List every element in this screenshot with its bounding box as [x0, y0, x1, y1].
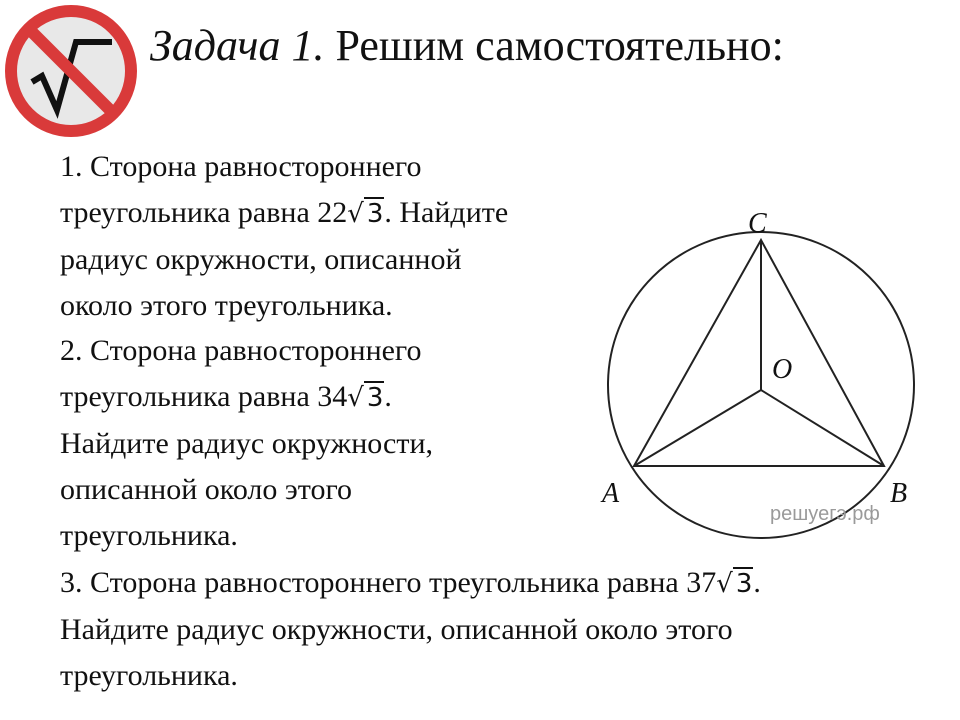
problem-2-text-after-root: . — [384, 380, 392, 413]
problem-2-line-4: описанной около этого — [60, 473, 353, 506]
problem-1-text-after-root: . Найдите — [384, 196, 509, 229]
circumscribed-triangle-figure — [580, 200, 920, 540]
problem-1-text-before-root: треугольника равна 22 — [60, 196, 348, 229]
square-root: √ 3 — [347, 383, 384, 413]
no-root-sign-icon — [2, 2, 140, 140]
problem-1-line-4: около этого треугольника. — [60, 289, 393, 322]
problem-2-line-2 — [60, 374, 433, 421]
task-label: Задача 1. — [150, 21, 325, 70]
vertex-label-c: C — [748, 208, 767, 239]
page-title — [150, 16, 784, 76]
square-root: √ 3 — [716, 569, 753, 599]
vertex-label-b: B — [890, 478, 908, 509]
vertex-label-a: A — [602, 478, 620, 509]
problem-3-line-1 — [60, 560, 761, 607]
segment-oa — [634, 390, 761, 466]
equilateral-triangle — [634, 240, 884, 466]
problem-1-line-1: 1. Сторона равностороннего — [60, 150, 422, 183]
problem-3-line-2: Найдите радиус окружности, описанной около этого — [60, 613, 733, 646]
problem-1 — [60, 144, 508, 329]
center-label-o: O — [772, 354, 793, 385]
problem-2-text-before-root: треугольника равна 34 — [60, 380, 348, 413]
title-text: Решим самостоятельно: — [335, 21, 784, 70]
problem-2 — [60, 328, 433, 559]
problem-2-line-1: 2. Сторона равностороннего — [60, 334, 422, 367]
problem-3-text-before-root: 3. Сторона равностороннего треугольника равна 37 — [60, 566, 717, 599]
problem-1-line-2 — [60, 190, 508, 237]
square-root: √ 3 — [347, 199, 384, 229]
problem-2-line-5: треугольника. — [60, 519, 238, 552]
problem-1-line-3: радиус окружности, описанной — [60, 243, 462, 276]
problem-3 — [60, 560, 761, 699]
problem-3-text-after-root: . — [753, 566, 761, 599]
problem-3-line-3: треугольника. — [60, 659, 238, 692]
watermark: решуегэ.рф — [770, 503, 880, 525]
problem-2-line-3: Найдите радиус окружности, — [60, 427, 434, 460]
segment-ob — [761, 390, 884, 466]
